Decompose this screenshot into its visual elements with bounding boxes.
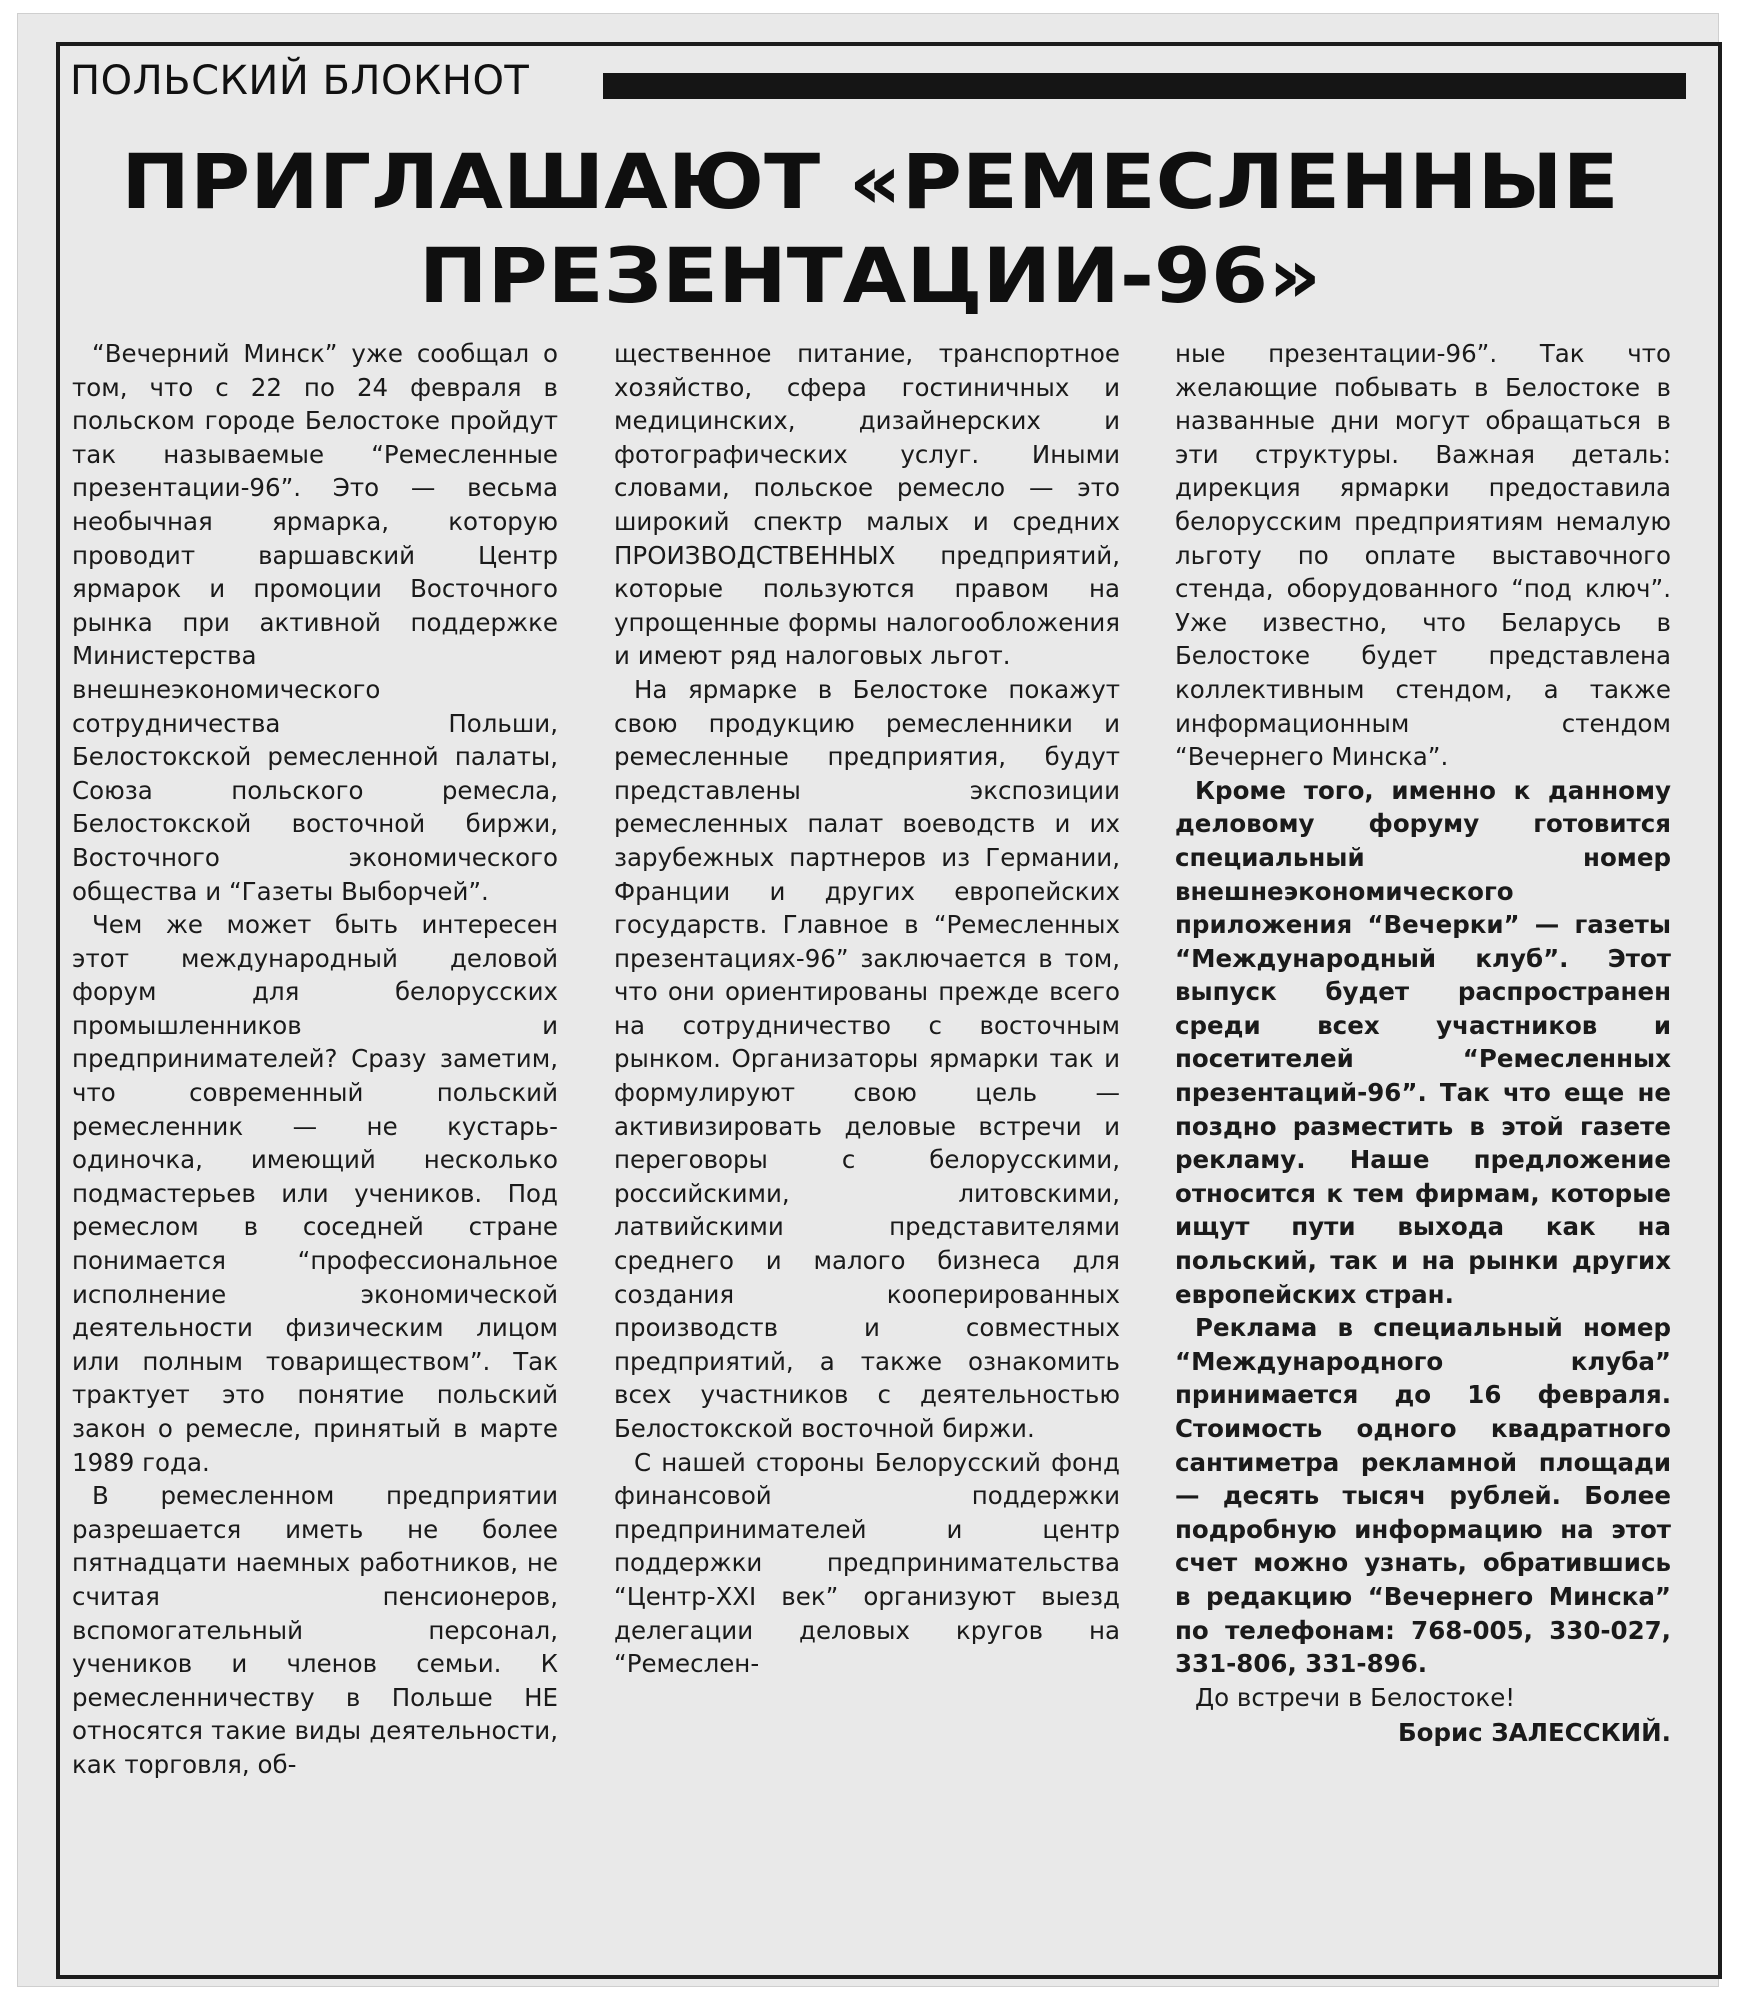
closing-line: До встречи в Белостоке! <box>1195 1682 1516 1712</box>
article-column-3 <box>1175 337 1671 1750</box>
paragraph: ные презентации-96”. Так что желающие побывать в Белостоке в названные дни могут обращаться в эти структуры. Важная деталь: дирекция ярмарки предоставила белорусским предприятиям немалую льготу по оплате выставочного стенда, оборудованного “под ключ”. Уже известно, что Беларусь в Белостоке будет представлена коллективным стендом, а также информационным стендом “Вечернего Минска”. <box>1175 339 1671 772</box>
headline-line-1: ПРИГЛАШАЮТ «РЕМЕСЛЕННЫЕ <box>121 137 1619 226</box>
paragraph: щественное питание, транспортное хозяйство, сфера гостиничных и медицинских, дизайнерских и фотографических услуг. Иными словами, польское ремесло — это широкий спектр малых и средних ПРОИЗВОДСТВЕННЫХ предприятий, которые пользуются правом на упрощенные формы налогообложения и имеют ряд налоговых льгот. <box>614 339 1120 671</box>
rubric-bar <box>603 73 1686 99</box>
rubric-title: ПОЛЬСКИЙ БЛОКНОТ <box>70 58 530 104</box>
paragraph: С нашей стороны Белорусский фонд финансовой поддержки предпринимателей и центр поддержки предпринимательства “Центр-XXI век” организуют выезд делегации деловых кругов на “Ремеслен- <box>614 1447 1120 1679</box>
paragraph: Чем же может быть интересен этот международный деловой форум для белорусских промышленников и предпринимателей? Сразу заметим, что современный польский ремесленник — не кустарь-одиночка, имеющий несколько подмастерьев или учеников. Под ремеслом в соседней стране понимается “профессиональное исполнение экономической деятельности физическим лицом или полным товариществом”. Так трактует это понятие польский закон о ремесле, принятый в марте 1989 года. <box>72 910 558 1477</box>
paragraph-bold: Кроме того, именно к данному деловому форуму готовится специальный номер внешнеэкономического приложения “Вечерки” — газеты “Международный клуб”. Этот выпуск будет распространен среди всех участников и посетителей “Ремесленных презентаций-96”. Так что еще не поздно разместить в этой газете рекламу. Наше предложение относится к тем фирмам, которые ищут пути выхода как на польский, так и на рынки других европейских стран. <box>1175 775 1671 1309</box>
paragraph: На ярмарке в Белостоке покажут свою продукцию ремесленники и ремесленные предприятия, будут представлены экспозиции ремесленных палат воеводств и их зарубежных партнеров из Германии, Франции и других европейских государств. Главное в “Ремесленных презентациях-96” заключается в том, что они ориентированы прежде всего на сотрудничество с восточным рынком. Организаторы ярмарки так и формулируют свою цель — активизировать деловые встречи и переговоры с белорусскими, российскими, литовскими, латвийскими представителями среднего и малого бизнеса для создания кооперированных производств и совместных предприятий, а также ознакомить всех участников с деятельностью Белостокской восточной биржи. <box>614 674 1120 1443</box>
paragraph: В ремесленном предприятии разрешается иметь не более пятнадцати наемных работников, не считая пенсионеров, вспомогательный персонал, учеников и членов семьи. К ремесленничеству в Польше НЕ относятся такие виды деятельности, как торговля, об- <box>72 1481 558 1779</box>
headline <box>0 135 1744 323</box>
headline-line-2: ПРЕЗЕНТАЦИИ-96» <box>418 231 1322 320</box>
article-column-2 <box>614 337 1120 1681</box>
author-signature: Борис ЗАЛЕССКИЙ. <box>1397 1718 1671 1748</box>
paragraph-bold: Реклама в специальный номер “Международного клуба” принимается до 16 февраля. Стоимость одного квадратного сантиметра рекламной площади — десять тысяч рублей. Более подробную информацию на этот счет можно узнать, обратившись в редакцию “Вечернего Минска” по телефонам: 768-005, 330-027, 331-806, 331-896. <box>1175 1313 1671 1679</box>
paragraph: “Вечерний Минск” уже сообщал о том, что с 22 по 24 февраля в польском городе Белостоке пройдут так называемые “Ремесленные презентации-96”. Это — весьма необычная ярмарка, которую проводит варшавский Центр ярмарок и промоции Восточного рынка при активной поддержке Министерства внешнеэкономического сотрудничества Польши, Белостокской ремесленной палаты, Союза польского ремесла, Белостокской восточной биржи, Восточного экономического общества и “Газеты Выборчей”. <box>72 339 558 906</box>
article-column-1 <box>72 337 558 1782</box>
